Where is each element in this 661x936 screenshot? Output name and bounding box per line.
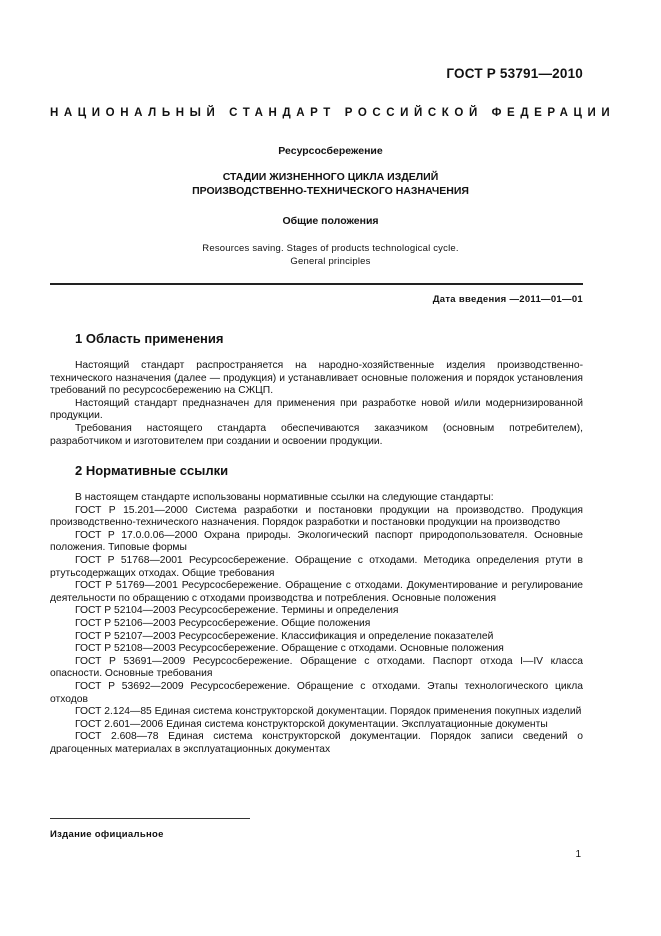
- reference-item: ГОСТ Р 53692—2009 Ресурсосбережение. Обращение с отходами. Этапы технологического цикла отходов: [50, 680, 583, 705]
- reference-item: ГОСТ Р 17.0.0.06—2000 Охрана природы. Экологический паспорт природопользователя. Основные положения. Типовые формы: [50, 529, 583, 554]
- english-title-line-1: Resources saving. Stages of products technological cycle.: [202, 243, 459, 254]
- english-title: [0, 242, 661, 268]
- standard-title: [0, 170, 661, 198]
- reference-item: ГОСТ 2.608—78 Единая система конструкторской документации. Порядок записи сведений о драгоценных материалах в эксплуатационных документах: [50, 731, 583, 755]
- reference-item: ГОСТ Р 53691—2009 Ресурсосбережение. Обращение с отходами. Паспорт отхода I—IV класса опасности. Основные требования: [50, 655, 583, 680]
- document-number: ГОСТ Р 53791—2010: [446, 66, 583, 81]
- reference-item: ГОСТ Р 52106—2003 Ресурсосбережение. Общие положения: [75, 617, 371, 629]
- section-2-body: [50, 492, 583, 756]
- standard-subtitle: Общие положения: [282, 215, 379, 227]
- reference-item: ГОСТ 2.601—2006 Единая система конструкторской документации. Эксплуатационные документы: [75, 718, 548, 730]
- header-divider: [50, 283, 583, 285]
- section-1-paragraph: Настоящий стандарт распространяется на народно-хозяйственные изделия производственно-технического назначения (далее — продукция) и устанавливает основные положения и порядок установления требований по ресурсосбережению на СЖЦП.: [50, 360, 583, 397]
- reference-item: ГОСТ Р 51769—2001 Ресурсосбережение. Обращение с отходами. Документирование и регулирование деятельности по обращению с отходами производства и потребления. Основные положения: [50, 580, 583, 604]
- section-1-paragraph: Настоящий стандарт предназначен для применения при разработке новой и/или модернизированной продукции.: [50, 397, 583, 422]
- page-number: 1: [575, 849, 581, 860]
- section-1-body: [50, 360, 583, 448]
- standard-subject: Ресурсосбережение: [278, 145, 383, 157]
- section-1-heading: 1 Область применения: [75, 331, 224, 346]
- footer-divider: [50, 818, 250, 819]
- title-line-2: ПРОИЗВОДСТВЕННО-ТЕХНИЧЕСКОГО НАЗНАЧЕНИЯ: [192, 185, 469, 197]
- reference-item: ГОСТ Р 52107—2003 Ресурсосбережение. Классификация и определение показателей: [75, 630, 494, 642]
- title-line-1: СТАДИИ ЖИЗНЕННОГО ЦИКЛА ИЗДЕЛИЙ: [222, 171, 439, 183]
- national-standard-banner: НАЦИОНАЛЬНЫЙ СТАНДАРТ РОССИЙСКОЙ ФЕДЕРАЦИИ: [50, 107, 616, 119]
- reference-item: ГОСТ Р 15.201—2000 Система разработки и постановки продукции на производство. Продукция производственно-технического назначения. Порядок разработки и постановки продукции на производство: [50, 504, 583, 529]
- reference-item: ГОСТ 2.124—85 Единая система конструкторской документации. Порядок применения покупных изделий: [75, 706, 582, 718]
- section-2-intro: В настоящем стандарте использованы нормативные ссылки на следующие стандарты:: [75, 492, 494, 503]
- introduction-date: Дата введения —2011—01—01: [432, 294, 583, 305]
- reference-item: ГОСТ Р 52108—2003 Ресурсосбережение. Обращение с отходами. Основные положения: [75, 643, 504, 655]
- english-title-line-2: General principles: [290, 256, 371, 267]
- section-1-paragraph: Требования настоящего стандарта обеспечиваются заказчиком (основным потребителем), разработчиком и изготовителем при создании и освоении продукции.: [50, 422, 583, 447]
- section-2-heading: 2 Нормативные ссылки: [75, 463, 229, 478]
- reference-item: ГОСТ Р 52104—2003 Ресурсосбережение. Термины и определения: [75, 605, 399, 617]
- official-edition-label: Издание официальное: [50, 829, 164, 840]
- reference-item: ГОСТ Р 51768—2001 Ресурсосбережение. Обращение с отходами. Методика определения ртути в ртутьсодержащих отходах. Общие требования: [50, 554, 583, 579]
